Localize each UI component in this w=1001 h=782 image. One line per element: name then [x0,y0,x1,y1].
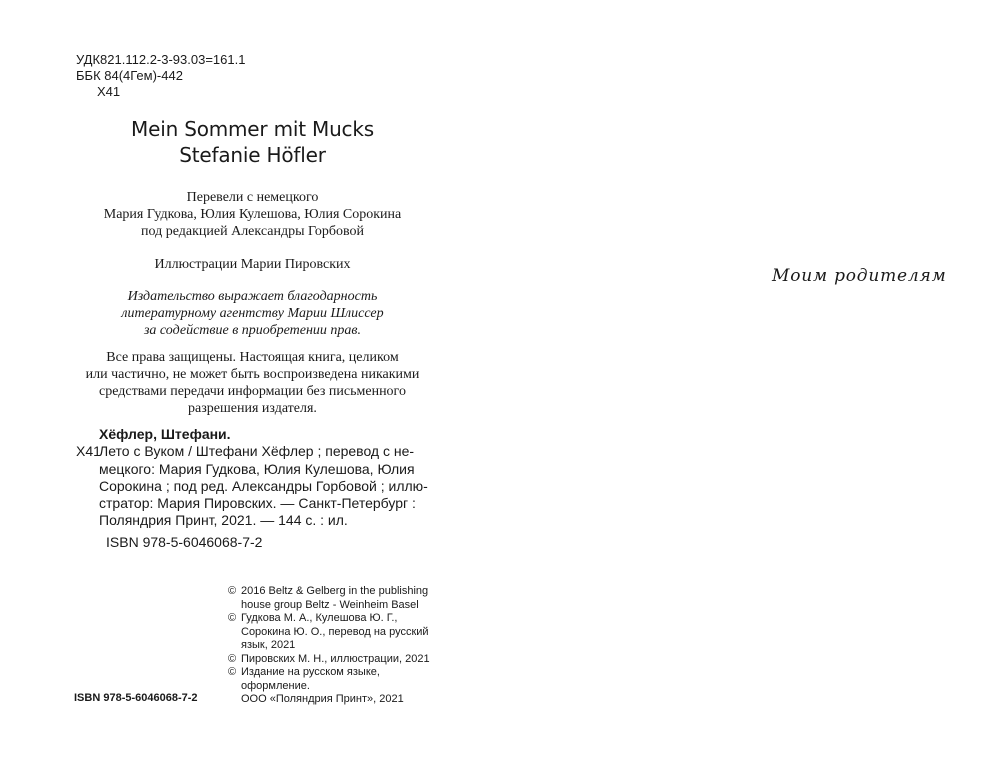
copyright-entry [228,612,430,653]
rights-line: Все права защищены. Настоящая книга, целиком [106,350,399,365]
copyright-symbol: © [228,666,237,678]
record-line: Лето с Вуком / Штефани Хёфлер ; перевод с не- [99,443,415,460]
original-title: Mein Sommer mit Mucks [131,117,374,141]
right-page [500,0,1001,782]
copyright-symbol: © [228,585,237,597]
copyright-line: Пировских М. Н., иллюстрации, 2021 [241,652,430,665]
copyright-symbol: © [228,612,237,624]
rights-line: разрешения издателя. [188,401,317,416]
translators-line: под редакцией Александры Горбовой [141,224,364,239]
copyright-entry [228,653,430,667]
bbk-code: ББК 84(4Гем)-442 [76,68,183,83]
translators-line: Перевели с немецкого [186,190,319,205]
copyright-entry [228,585,430,612]
dedication [772,266,947,286]
copyright-entry [228,666,430,693]
illustrations-line: Иллюстрации Марии Пировских [154,257,351,272]
bibliographic-record [78,426,458,551]
record-line: Сорокина ; под ред. Александры Горбовой ; иллю- [99,477,428,494]
udc-code: УДК821.112.2-3-93.03=161.1 [76,52,246,67]
original-author: Stefanie Höfler [179,143,326,167]
catalog-codes [76,52,245,100]
translators-line: Мария Гудкова, Юлия Кулешова, Юлия Сорокина [103,207,402,222]
record-isbn: ISBN 978-5-6046068-7-2 [106,533,263,550]
copyright-line: ООО «Поляндрия Принт», 2021 [241,693,404,705]
copyright-line: Сорокина Ю. О., перевод на русский [241,625,429,638]
copyright-line: Издание на русском языке, [241,666,380,678]
copyright-line: 2016 Beltz & Gelberg in the publishing [241,585,429,597]
record-code: Х41 [76,443,101,460]
record-line: мецкого: Мария Гудкова, Юлия Кулешова, Юлия [99,460,415,477]
thanks-block [0,288,505,339]
copyright-line: house group Beltz - Weinheim Basel [241,598,419,611]
author-mark: Х41 [97,84,121,99]
copyright-symbol: © [228,652,237,665]
isbn-footer-text: ISBN 978-5-6046068-7-2 [74,692,198,704]
record-author: Хёфлер, Штефани. [99,426,231,442]
thanks-line: Издательство выражает благодарность [127,289,378,304]
rights-line: средствами передачи информации без письменного [99,384,406,399]
copyright-line: язык, 2021 [241,639,296,651]
illustrations-credit [0,256,505,273]
copyright-entry [228,693,430,707]
record-first-row [78,443,458,460]
original-title-block [0,116,505,168]
record-line: стратор: Мария Пировских. — Санкт-Петербург : [99,495,416,512]
copyright-line: оформление. [241,679,310,692]
dedication-text: Моим родителям [772,266,947,286]
translators-block [0,189,505,240]
record-line: Поляндрия Принт, 2021. — 144 с. : ил. [99,512,348,529]
rights-block [0,349,505,417]
rights-line: или частично, не может быть воспроизведена никакими [85,367,420,382]
copyright-line: Гудкова М. А., Кулешова Ю. Г., [241,612,398,624]
copyright-block [228,585,430,707]
thanks-line: литературному агентству Марии Шлиссер [121,306,384,321]
thanks-line: за содействие в приобретении прав. [143,323,362,338]
isbn-footer [74,692,198,704]
left-page [0,0,500,782]
